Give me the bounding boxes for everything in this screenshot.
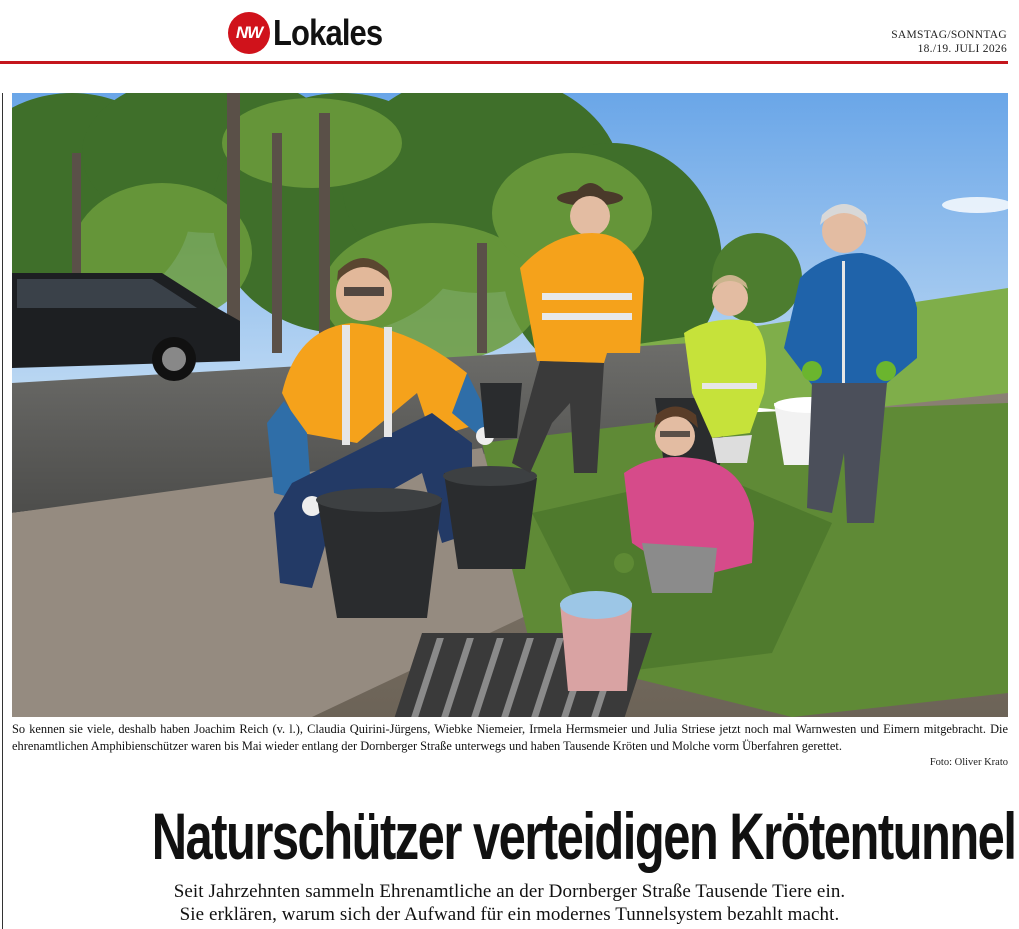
article-headline-text: Naturschützer verteidigen Krötentunnel (151, 799, 1016, 873)
newspaper-logo[interactable] (228, 12, 400, 54)
issue-date (891, 28, 1007, 56)
article-headline[interactable] (0, 796, 1019, 876)
subhead-line-2: Sie erklären, warum sich der Aufwand für ein modernes Tunnelsystem bezahlt macht. (179, 904, 840, 925)
subhead-line-1: Seit Jahrzehnten sammeln Ehrenamtliche an der Dornberger Straße Tausende Tiere ein. (173, 881, 846, 902)
photo-credit: Foto: Oliver Krato (929, 757, 1008, 768)
article-subhead (0, 880, 1019, 926)
masthead (0, 0, 1019, 66)
photo-caption: So kennen sie viele, deshalb haben Joachim Reich (v. l.), Claudia Quirini-Jürgens, Wiebke Niemeier, Irmela Hermsmeier und Julia Striese jetzt noch mal Warnwesten und Eimern mitgebracht. Die ehrenamtlichen Amphibienschützer waren bis Mai wieder entlang der Dornberger Straße unterwegs und haben Tausende Kröten und Molche vorm Überfahren gerettet. (12, 722, 1008, 753)
masthead-rule (0, 61, 1008, 64)
issue-date-full: 18./19. JULI 2026 (917, 43, 1007, 55)
issue-date-days: SAMSTAG/SONNTAG (891, 29, 1007, 41)
section-title: Lokales (273, 12, 383, 53)
nw-logo-badge: NW (228, 12, 270, 54)
article-photo[interactable] (12, 93, 1008, 717)
